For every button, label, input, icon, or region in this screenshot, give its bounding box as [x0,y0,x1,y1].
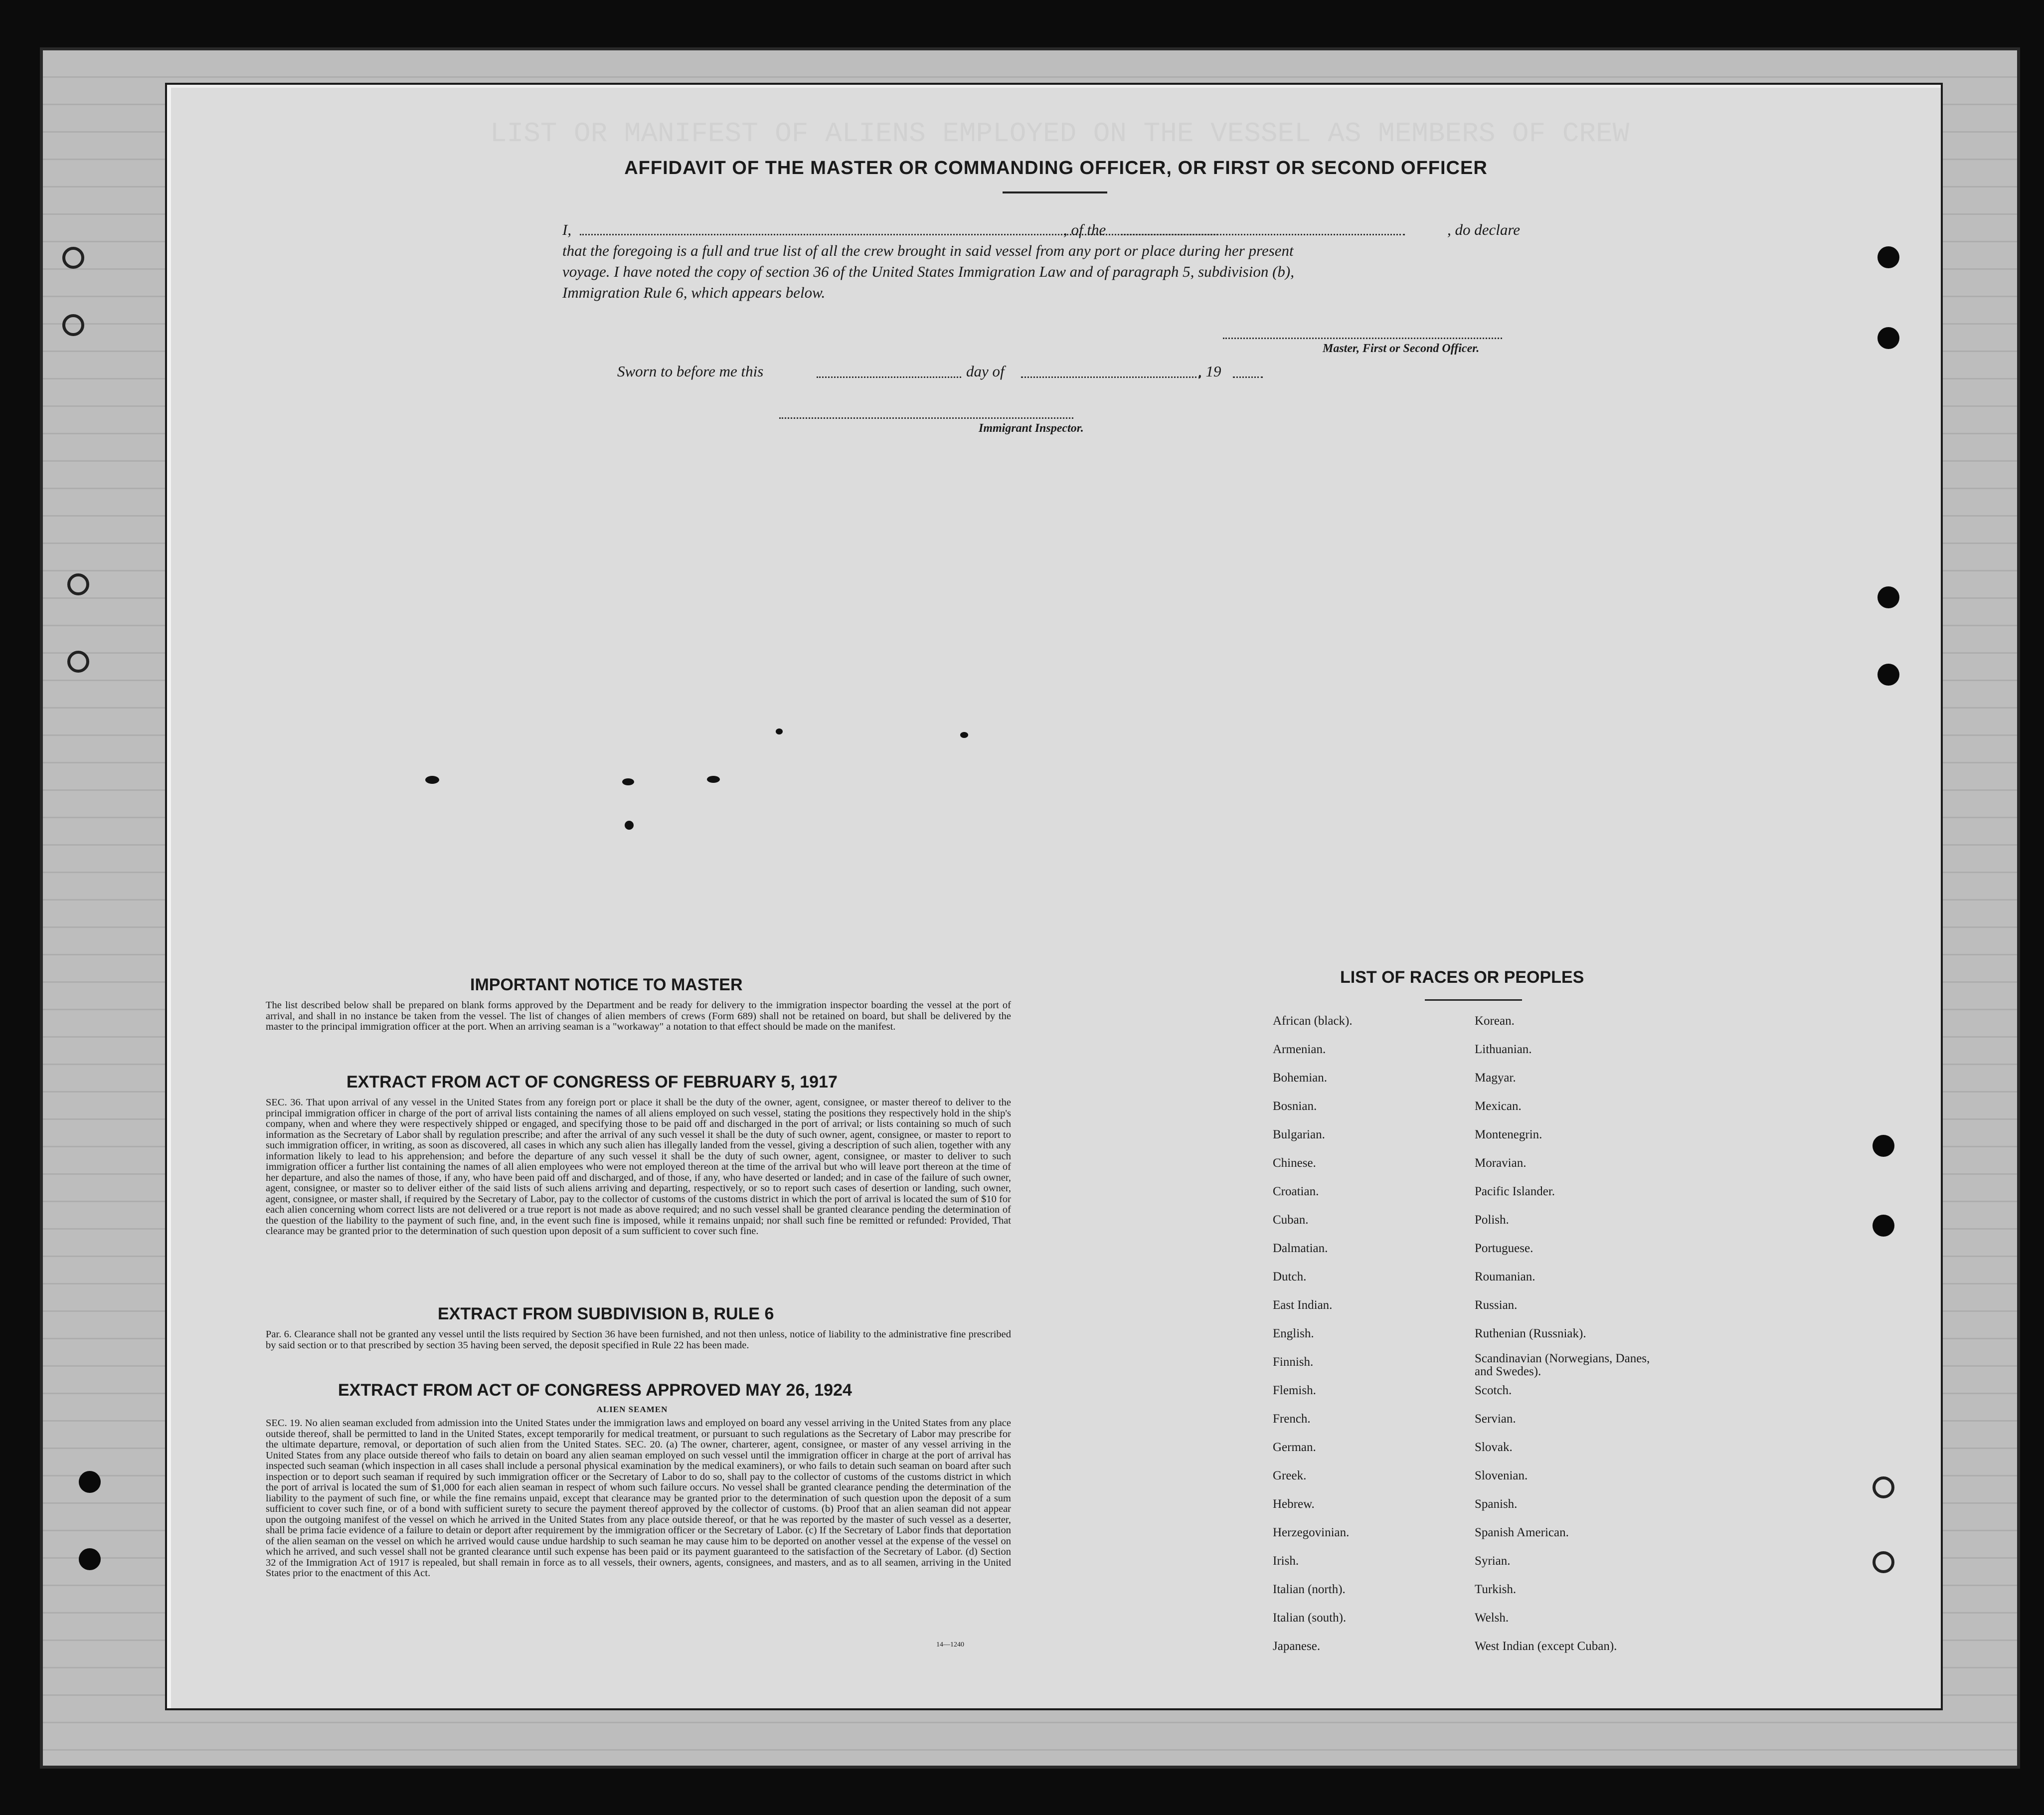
punch-hole [1877,246,1899,268]
punch-hole [1873,1135,1894,1157]
race-item: Mexican. [1475,1099,1522,1113]
punch-ring-hole [1873,1551,1894,1573]
ink-speck [622,778,634,785]
declaration-i: I, [562,221,572,238]
race-item: Flemish. [1273,1384,1316,1397]
ink-speck [707,776,720,783]
race-item: Herzegovinian. [1273,1526,1350,1539]
extract-1924-subtitle: ALIEN SEAMEN [596,1405,668,1414]
binder-ring-hole [62,247,84,269]
title-rule [1003,191,1107,193]
race-item: Dutch. [1273,1270,1307,1283]
race-item: Scotch. [1475,1384,1512,1397]
race-item: Hebrew. [1273,1497,1315,1511]
inspector-signature-label: Immigrant Inspector. [979,422,1084,435]
race-item: Chinese. [1273,1156,1316,1170]
race-item: Korean. [1475,1014,1515,1028]
declaration-do-declare: , do declare [1447,221,1521,238]
race-item: German. [1273,1441,1316,1454]
extract-1924-body: SEC. 19. No alien seaman excluded from admission into the United States under the immigration laws and employed on board any vessel arriving in the United States from any place outside thereof, shall be permitted to land in the United States, except temporarily for medical treatment, or pursuant to such regulations as the Secretary of Labor may prescribe for the ultimate departure, removal, or deportation of such alien from the United States. SEC. 20. (a) The owner, charterer, agent, consignee, or master of any vessel arriving in the United States from any place outside thereof who fails to detain on board any alien seaman employed on such vessel until the immigration officer in charge at the port of arrival has inspected such seaman (which inspection in all cases shall include a personal physical examination by the medical examiners), or who fails to detain such seaman on board after such inspection or to deport such seaman if required by such immigration officer or the Secretary of Labor to do so, shall pay to the collector of customs of the customs district in which the port of arrival is located the sum of $1,000 for each alien seaman in respect of whom such failure occurs. No vessel shall be granted clearance pending the determination of the liability to the payment of such fine, or while the fine remains unpaid, except that clearance may be granted prior to the determination of such question upon the deposit of a sum sufficient to cover such fine, or of a bond with sufficient surety to secure the payment thereof approved by the collector of customs. (b) Proof that an alien seaman did not appear upon the outgoing manifest of the vessel on which he arrived in the United States from any place outside thereof, or that he was reported by the master of such vessel as a deserter, shall be prima facie evidence of a failure to detain or deport after requirement by the immigration officer or the Secretary of Labor. (c) If the Secretary of Labor finds that deportation of the alien seaman on the vessel on which he arrived would cause undue hardship to such seaman he may cause him to be deported on another vessel at the expense of the vessel on which he arrived, and such vessel shall not be granted clearance until such expense has been paid or its payment guaranteed to the satisfaction of the Secretary of Labor. (d) Section 32 of the Immigration Act of 1917 is repealed, but shall remain in force as to all vessels, their owners, agents, consignees, and masters, and as to all seamen, arriving in the United States prior to the enactment of this Act. [266,1418,1011,1579]
binder-ring-hole [67,651,89,673]
race-item: Slovenian. [1475,1469,1528,1482]
sworn-year-field[interactable] [1233,376,1263,378]
punch-hole [1873,1215,1894,1237]
race-item: Cuban. [1273,1213,1309,1227]
race-item: Moravian. [1475,1156,1527,1170]
affidavit-title: AFFIDAVIT OF THE MASTER OR COMMANDING OFFICER, OR FIRST OR SECOND OFFICER [624,158,1488,179]
race-item: Greek. [1273,1469,1307,1482]
race-item: Spanish American. [1475,1526,1569,1539]
race-item: English. [1273,1327,1314,1340]
race-item: Japanese. [1273,1639,1321,1653]
officer-signature-field[interactable] [1223,337,1502,339]
race-item: Welsh. [1475,1611,1509,1625]
extract-1924-title: EXTRACT FROM ACT OF CONGRESS APPROVED MAY 26, 1924 [338,1381,852,1400]
race-item: Servian. [1475,1412,1516,1426]
sworn-month-field[interactable] [1021,376,1200,378]
race-item: Irish. [1273,1554,1299,1568]
race-item: East Indian. [1273,1298,1333,1312]
binder-hole [79,1548,101,1570]
inspector-signature-field[interactable] [779,417,1073,419]
declaration-of-the: , of the [1063,221,1106,238]
race-item: Scandinavian (Norwegians, Danes, and Swedes). [1475,1352,1650,1378]
ink-speck [425,776,439,784]
officer-signature-label: Master, First or Second Officer. [1323,342,1480,355]
race-item: Bosnian. [1273,1099,1317,1113]
race-item: French. [1273,1412,1311,1426]
punch-hole [1877,327,1899,349]
race-item: African (black). [1273,1014,1353,1028]
declaration-line-3: voyage. I have noted the copy of section 36 of the United States Immigration Law and of paragraph 5, subdivision (b), [562,263,1294,280]
punch-hole [1877,664,1899,686]
binder-ring-hole [67,573,89,595]
race-item: Montenegrin. [1475,1128,1542,1141]
vessel-name-field[interactable] [1121,233,1405,235]
declaration-line-4: Immigration Rule 6, which appears below. [562,284,826,301]
ink-speck [625,821,634,830]
punch-ring-hole [1873,1476,1894,1498]
race-item: Croatian. [1273,1185,1319,1198]
notice-body: The list described below shall be prepared on blank forms approved by the Department and be ready for delivery to the immigration inspector boarding the vessel at the port of arrival, and shall in no instance be taken from the vessel. The list of changes of alien members of crews (Form 689) shall not be retained on board, but shall be delivered by the master to the principal immigration officer at the port. When an arriving seaman is a "workaway" a notation to that effect should be made on the manifest. [266,1000,1011,1032]
binder-hole [79,1471,101,1493]
race-item: Lithuanian. [1475,1043,1532,1056]
race-item: Pacific Islander. [1475,1185,1555,1198]
ink-speck [960,732,968,738]
sworn-label: Sworn to before me this [617,363,764,380]
race-item: Polish. [1475,1213,1509,1227]
extract-rule6-title: EXTRACT FROM SUBDIVISION B, RULE 6 [438,1304,774,1323]
punch-hole [1877,586,1899,608]
race-item: Dalmatian. [1273,1242,1328,1255]
extract-rule6-body: Par. 6. Clearance shall not be granted any vessel until the lists required by Section 36 have been furnished, and not then unless, notice of liability to the administrative fine prescribed by said section or to that prescribed by section 35 having been served, the deposit specified in Rule 22 has been made. [266,1329,1011,1351]
race-item: Italian (south). [1273,1611,1347,1625]
form-page [167,85,1941,1708]
race-item: Spanish. [1475,1497,1518,1511]
ink-speck [776,728,783,734]
races-title-rule [1425,999,1522,1001]
notice-title: IMPORTANT NOTICE TO MASTER [470,975,743,994]
race-item: Roumanian. [1475,1270,1535,1283]
race-item: Turkish. [1475,1583,1517,1596]
race-item: Bulgarian. [1273,1128,1325,1141]
sworn-year-prefix: , 19 [1198,363,1221,380]
sworn-day-field[interactable] [817,376,961,378]
race-item: Russian. [1475,1298,1518,1312]
extract-1917-title: EXTRACT FROM ACT OF CONGRESS OF FEBRUARY 5, 1917 [346,1073,838,1091]
bleed-through-text: LIST OR MANIFEST OF ALIENS EMPLOYED ON THE VESSEL AS MEMBERS OF CREW [490,118,1630,150]
race-item: Armenian. [1273,1043,1326,1056]
race-item: Slovak. [1475,1441,1513,1454]
binder-ring-hole [62,314,84,336]
race-item: Portuguese. [1475,1242,1533,1255]
race-item: Syrian. [1475,1554,1511,1568]
race-item: Ruthenian (Russniak). [1475,1327,1586,1340]
race-item: Finnish. [1273,1355,1314,1369]
declaration-line-2: that the foregoing is a full and true list of all the crew brought in said vessel from any port or place during her present [562,242,1294,259]
race-item: West Indian (except Cuban). [1475,1639,1617,1653]
race-item: Bohemian. [1273,1071,1328,1085]
form-number: 14—1240 [936,1641,964,1648]
race-item: Magyar. [1475,1071,1516,1085]
sworn-day-of: day of [966,363,1005,380]
race-item: Italian (north). [1273,1583,1346,1596]
races-title: LIST OF RACES OR PEOPLES [1340,968,1584,987]
extract-1917-body: SEC. 36. That upon arrival of any vessel in the United States from any foreign port or place it shall be the duty of the owner, agent, consignee, or master thereof to deliver to the principal immigration officer in charge of the port of arrival lists containing the names of all aliens employed on such vessel, stating the positions they respectively hold in the ship's company, when and where they were respectively shipped or engaged, and specifying those to be paid off and discharged in the port of arrival; or lists containing so much of such information as the Secretary of Labor shall by regulation prescribe; and after the arrival of any such vessel it shall be the duty of such owner, agent, consignee, or master to report to such immigration officer, in writing, as soon as discovered, all cases in which any such alien has illegally landed from the vessel, giving a description of such alien, together with any information likely to lead to his apprehension; and before the departure of any such vessel it shall be the duty of such owner, agent, consignee, or master to deliver to such immigration officer a further list containing the names of all alien employees who were not employed thereon at the time of the arrival but who will leave port thereon at the time of her departure, and also the names of those, if any, who have been paid off and discharged, and of those, if any, who have deserted or landed; and in case of the failure of such owner, agent, consignee, or master so to deliver either of the said lists of such aliens arriving and departing, respectively, or so to report such cases of desertion or landing, such owner, agent, consignee, or master shall, if required by the Secretary of Labor, pay to the collector of customs of the customs district in which the port of arrival is located the sum of $10 for each alien concerning whom correct lists are not delivered or a true report is not made as above required; and no such vessel shall be granted clearance pending the determination of the question of the liability to the payment of such fine, and, in the event such fine is imposed, while it remains unpaid; nor shall such fine be remitted or refunded: Provided, That clearance may be granted prior to the determination of such question upon deposit of a sum sufficient to cover such fine. [266,1097,1011,1237]
